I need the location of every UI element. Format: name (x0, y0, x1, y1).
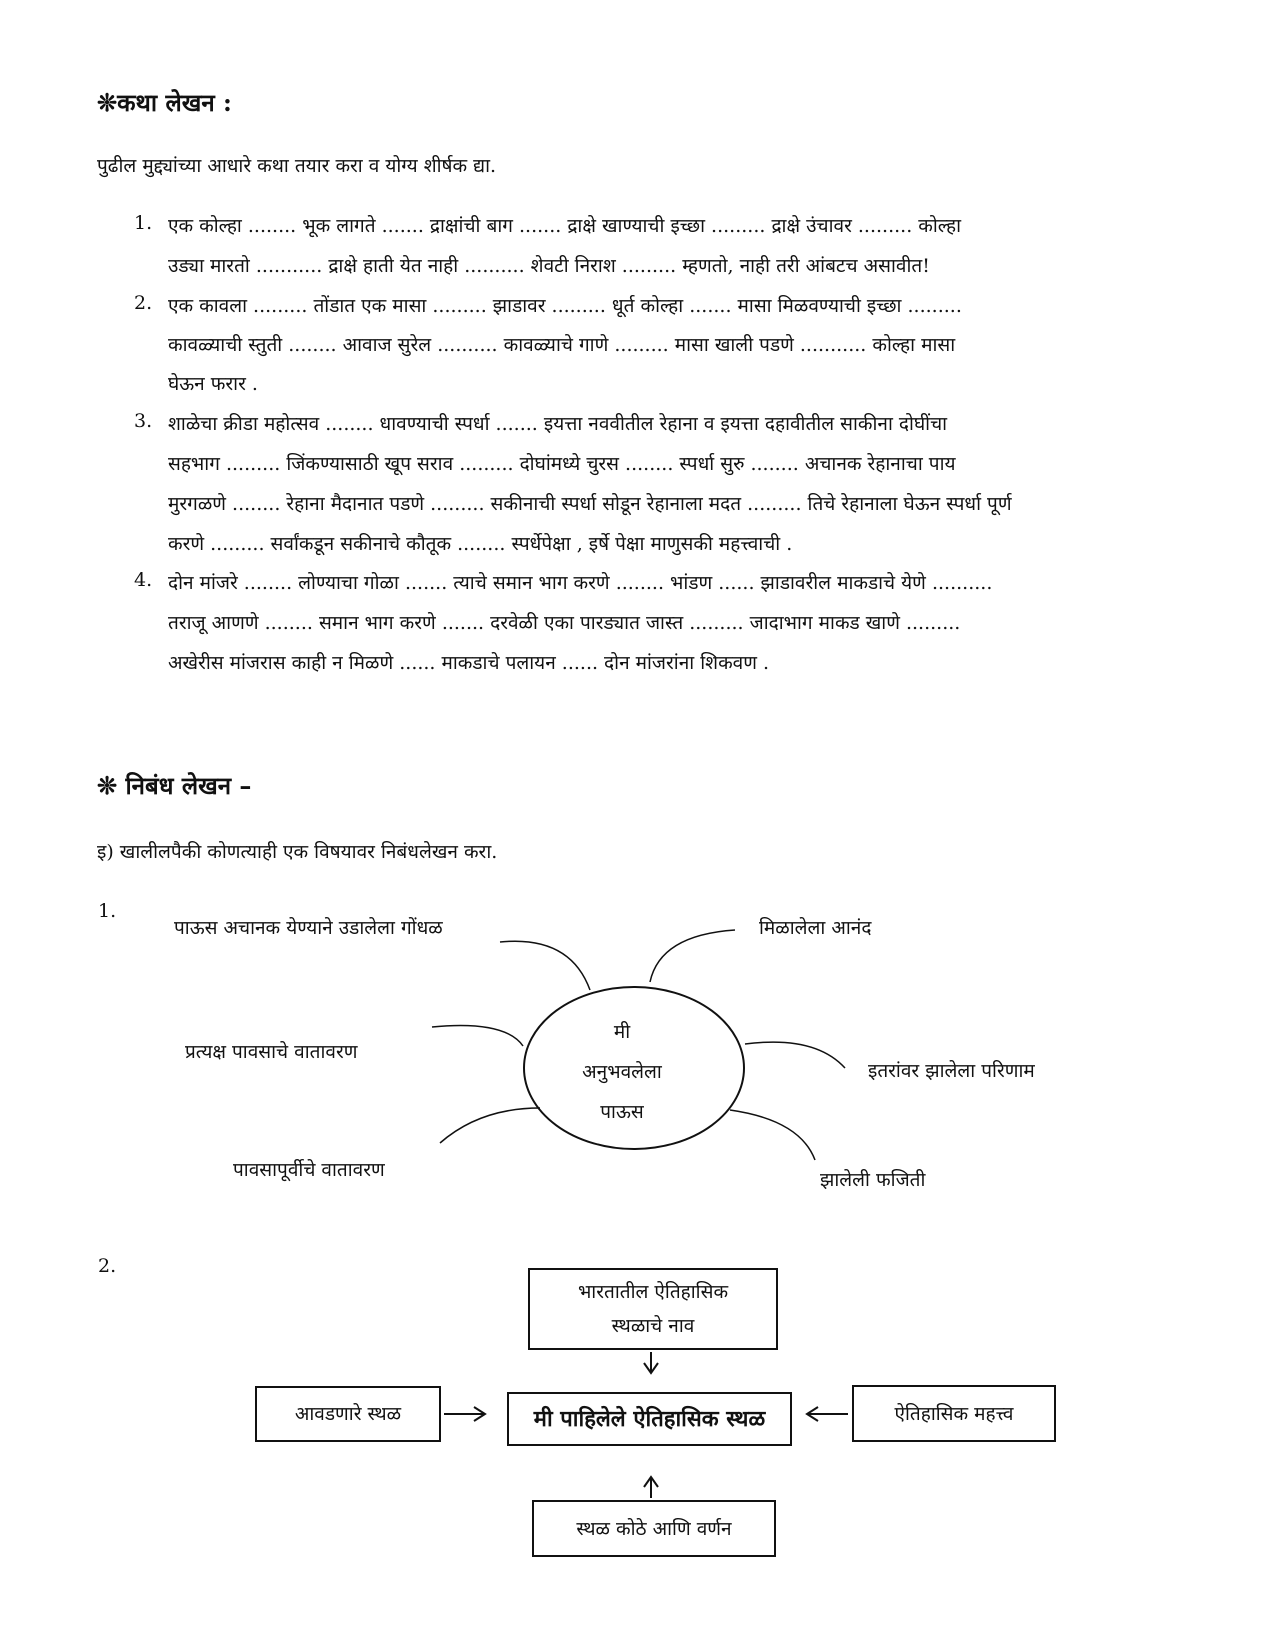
story-item-line: मुरगळणे ........ रेहाना मैदानात पडणे ......... सकीनाची स्पर्धा सोडून रेहानाला मदत ......... तिचे रेहानाला घेऊन स्पर्धा पूर्ण (168, 493, 1012, 515)
topic2-right-box (852, 1385, 1056, 1442)
story-instruction: पुढील मुद्द्यांच्या आधारे कथा तयार करा व योग्य शीर्षक द्या. (97, 155, 497, 177)
topic2-top-line: स्थळाचे नाव (611, 1315, 695, 1337)
story-item-line: उड्या मारतो ........... द्राक्षे हाती येत नाही .......... शेवटी निराश ......... म्हणतो, नाही तरी आंबटच असावीत! (168, 255, 930, 277)
mind-map-label-mid-right: इतरांवर झालेला परिणाम (868, 1060, 1035, 1082)
essay-section-heading: ❊ निबंध लेखन – (97, 771, 252, 800)
topic2-center-text: मी पाहिलेले ऐतिहासिक स्थळ (533, 1406, 766, 1432)
mind-map-center-line: पाऊस (600, 1101, 644, 1123)
topic-number: 2. (98, 1255, 117, 1277)
story-item-line: एक कोल्हा ........ भूक लागते ....... द्राक्षांची बाग ....... द्राक्षे खाण्याची इच्छा ......... द्राक्षे उंचावर ......... कोल्हा (168, 215, 962, 237)
story-item-line: दोन मांजरे ........ लोण्याचा गोळा ....... त्याचे समान भाग करणे ........ भांडण ...... झाडावरील माकडाचे येणे .......... (168, 572, 993, 594)
topic2-right-text: ऐतिहासिक महत्त्व (894, 1402, 1014, 1425)
topic2-bottom-box (532, 1500, 776, 1557)
mind-map-label-mid-left: प्रत्यक्ष पावसाचे वातावरण (185, 1041, 358, 1063)
mind-map-center-line: मी (613, 1021, 631, 1043)
essay-instruction: इ) खालीलपैकी कोणत्याही एक विषयावर निबंधलेखन करा. (97, 841, 498, 863)
topic2-top-box (528, 1268, 778, 1350)
story-item-line: करणे ......... सर्वांकडून सकीनाचे कौतूक ........ स्पर्धेपेक्षा , इर्षे पेक्षा माणुसकी महत्त्वाची . (168, 533, 793, 555)
topic2-center-box (507, 1392, 792, 1446)
topic-number: 1. (98, 900, 117, 922)
topic2-top-line: भारतातील ऐतिहासिक (577, 1281, 729, 1303)
story-item-line: घेऊन फरार . (168, 373, 258, 395)
story-item-line: अखेरीस मांजरास काही न मिळणे ...... माकडाचे पलायन ...... दोन मांजरांना शिकवण . (168, 652, 770, 674)
story-item-number: 4. (134, 569, 153, 591)
story-item-number: 2. (134, 292, 153, 314)
topic2-left-text: आवडणारे स्थळ (294, 1403, 402, 1425)
story-section-heading: ❊कथा लेखन : (97, 88, 232, 117)
story-item-line: शाळेचा क्रीडा महोत्सव ........ धावण्याची स्पर्धा ....... इयत्ता नववीतील रेहाना व इयत्ता दहावीतील साकीना दोघींचा (168, 413, 948, 435)
mind-map-label-bottom-left: पावसापूर्वीचे वातावरण (233, 1159, 385, 1181)
topic2-left-box (255, 1386, 441, 1442)
story-item-line: सहभाग ......... जिंकण्यासाठी खूप सराव ......... दोघांमध्ये चुरस ........ स्पर्धा सुरु ........ अचानक रेहानाचा पाय (168, 453, 956, 475)
story-item-line: कावळ्याची स्तुती ........ आवाज सुरेल .......... कावळ्याचे गाणे ......... मासा खाली पडणे ........... कोल्हा मासा (168, 334, 956, 356)
story-item-line: तराजू आणणे ........ समान भाग करणे ....... दरवेळी एका पारड्यात जास्त ......... जादाभाग माकड खाणे ......... (168, 612, 961, 634)
mind-map-label-top-right: मिळालेला आनंद (759, 917, 872, 939)
story-item-number: 3. (134, 410, 153, 432)
story-item-line: एक कावला ......... तोंडात एक मासा ......... झाडावर ......... धूर्त कोल्हा ....... मासा मिळवण्याची इच्छा ......... (168, 295, 962, 317)
topic2-bottom-text: स्थळ कोठे आणि वर्णन (576, 1517, 732, 1540)
mind-map-center-line: अनुभवलेला (582, 1061, 662, 1083)
mind-map-label-top-left: पाऊस अचानक येण्याने उडालेला गोंधळ (174, 917, 443, 939)
story-item-number: 1. (134, 212, 153, 234)
mind-map-label-bottom-right: झालेली फजिती (820, 1169, 926, 1191)
